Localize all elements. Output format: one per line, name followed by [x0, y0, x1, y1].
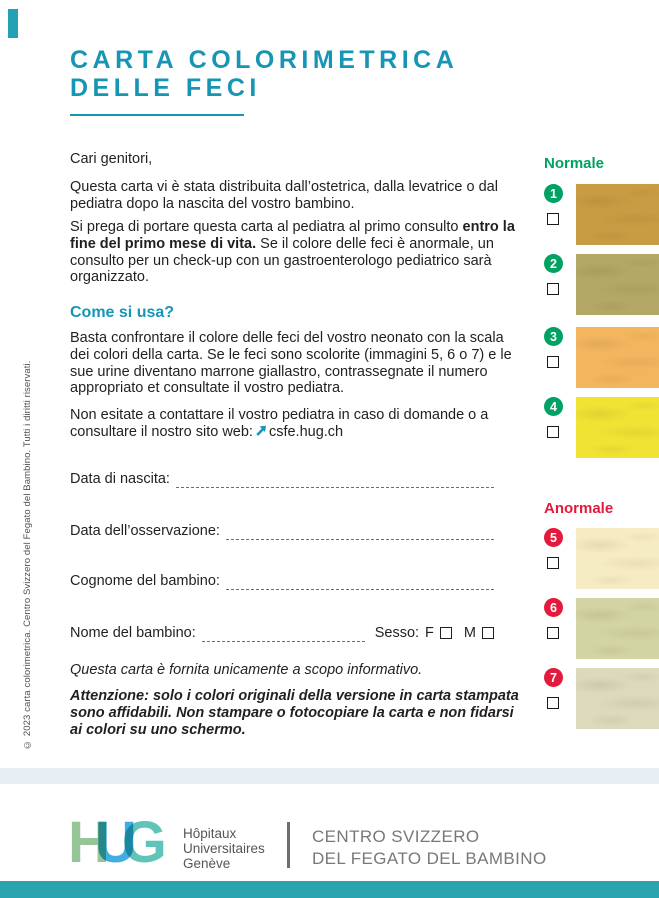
color-item-1 — [544, 184, 659, 245]
color-item-5 — [544, 528, 659, 589]
color-number-badge-5: 5 — [544, 528, 563, 547]
firstname-input-line[interactable] — [202, 628, 365, 642]
org-line2: Universitaires — [183, 841, 265, 856]
color-checkbox-7[interactable] — [547, 697, 559, 709]
form-row-firstname — [70, 625, 494, 642]
title-underline — [70, 114, 244, 116]
birthdate-input-line[interactable] — [176, 474, 494, 488]
color-checkbox-2[interactable] — [547, 283, 559, 295]
color-item-2 — [544, 254, 659, 315]
center-name — [312, 826, 547, 869]
firstname-label: Nome del bambino: — [70, 625, 196, 641]
color-number-badge-2: 2 — [544, 254, 563, 273]
normal-group-label: Normale — [544, 155, 605, 172]
hug-logo — [68, 810, 152, 875]
stool-color-swatch-3 — [576, 327, 659, 388]
footer-divider — [287, 822, 290, 868]
greeting-text: Cari genitori, — [70, 151, 153, 167]
center-name-line1: CENTRO SVIZZERO — [312, 827, 480, 846]
center-name-line2: DEL FEGATO DEL BAMBINO — [312, 848, 547, 868]
howto-paragraph-1: Basta confrontare il colore delle feci del vostro neonato con la scala dei colori della carta. Se le feci sono scolorite (immagini 5, 6 o 7) e le sue urine diventano marrone giallastro, contrassegnate il numero appropriato et consultate il vostro pediatra. — [70, 330, 512, 397]
corner-mark — [8, 9, 18, 38]
howto-para2-pre: Non esitate a contattare il vostro pediatra in caso di domande o a consultare il nostro sito web: — [70, 407, 489, 440]
hug-logo-letter-u: U — [94, 810, 122, 875]
stool-color-swatch-7 — [576, 668, 659, 729]
intro-para2-post: Se il colore delle feci è anormale, un consulto per un check-up con un gastroenterologo pediatrico sarà organizzato. — [70, 235, 494, 286]
color-number-badge-3: 3 — [544, 327, 563, 346]
stool-color-swatch-4 — [576, 397, 659, 458]
org-line3: Genève — [183, 856, 231, 871]
hug-logo-letter-h: H — [68, 810, 95, 875]
copyright-text: © 2023 carta colorimetrica. Centro Svizzero del Fegato del Bambino. Tutti i diritti riservati. — [22, 360, 33, 750]
color-checkbox-1[interactable] — [547, 213, 559, 225]
color-checkbox-3[interactable] — [547, 356, 559, 368]
info-note: Questa carta è fornita unicamente a scopo informativo. — [70, 662, 423, 678]
warning-note: Attenzione: solo i colori originali della versione in carta stampata sono affidabili. Non stampare o fotocopiare la carta e non fidarsi ai colori su uno schermo. — [70, 688, 519, 738]
sex-field — [365, 625, 494, 642]
stool-color-swatch-5 — [576, 528, 659, 589]
intro-paragraph-1: Questa carta vi è stata distribuita dall’ostetrica, dalla levatrice o dal pediatra dopo la nascita del vostro bambino. — [70, 179, 498, 212]
title-line2: DELLE FECI — [70, 74, 261, 102]
sex-female-label: F — [425, 625, 434, 641]
northeast-arrow-icon — [255, 425, 267, 442]
color-checkbox-5[interactable] — [547, 557, 559, 569]
form-row-lastname — [70, 573, 494, 590]
intro-para2-bold: entro la fine del primo mese di vita. — [70, 219, 515, 252]
hug-logo-letter-g: G — [121, 810, 152, 875]
bottom-teal-band — [0, 881, 659, 898]
color-checkbox-6[interactable] — [547, 627, 559, 639]
howto-heading: Come si usa? — [70, 304, 175, 321]
title-line1: CARTA COLORIMETRICA — [70, 46, 459, 74]
page-title — [70, 46, 458, 102]
abnormal-group-label: Anormale — [544, 500, 614, 517]
color-number-badge-4: 4 — [544, 397, 563, 416]
footer-separator-band — [0, 768, 659, 784]
color-number-badge-6: 6 — [544, 598, 563, 617]
hug-org-name — [183, 826, 265, 871]
intro-para2-pre: Si prega di portare questa carta al pediatra al primo consulto — [70, 219, 463, 235]
color-number-badge-7: 7 — [544, 668, 563, 687]
lastname-input-line[interactable] — [226, 576, 494, 590]
stool-color-swatch-6 — [576, 598, 659, 659]
color-item-6 — [544, 598, 659, 659]
sex-female-checkbox[interactable] — [440, 627, 452, 639]
sex-label: Sesso: — [374, 625, 420, 641]
color-number-badge-1: 1 — [544, 184, 563, 203]
form-row-observation-date — [70, 523, 494, 540]
intro-paragraph-2 — [70, 219, 522, 286]
color-item-7 — [544, 668, 659, 729]
sex-male-checkbox[interactable] — [482, 627, 494, 639]
org-line1: Hôpitaux — [183, 826, 237, 841]
observation-date-label: Data dell’osservazione: — [70, 523, 220, 539]
color-checkbox-4[interactable] — [547, 426, 559, 438]
color-item-3 — [544, 327, 659, 388]
observation-date-input-line[interactable] — [226, 526, 494, 540]
lastname-label: Cognome del bambino: — [70, 573, 220, 589]
sex-male-label: M — [463, 625, 476, 641]
color-item-4 — [544, 397, 659, 458]
stool-color-swatch-1 — [576, 184, 659, 245]
website-link[interactable]: csfe.hug.ch — [268, 423, 344, 440]
birthdate-label: Data di nascita: — [70, 471, 170, 487]
stool-color-swatch-2 — [576, 254, 659, 315]
form-row-birthdate — [70, 471, 494, 488]
howto-paragraph-2 — [70, 407, 522, 442]
